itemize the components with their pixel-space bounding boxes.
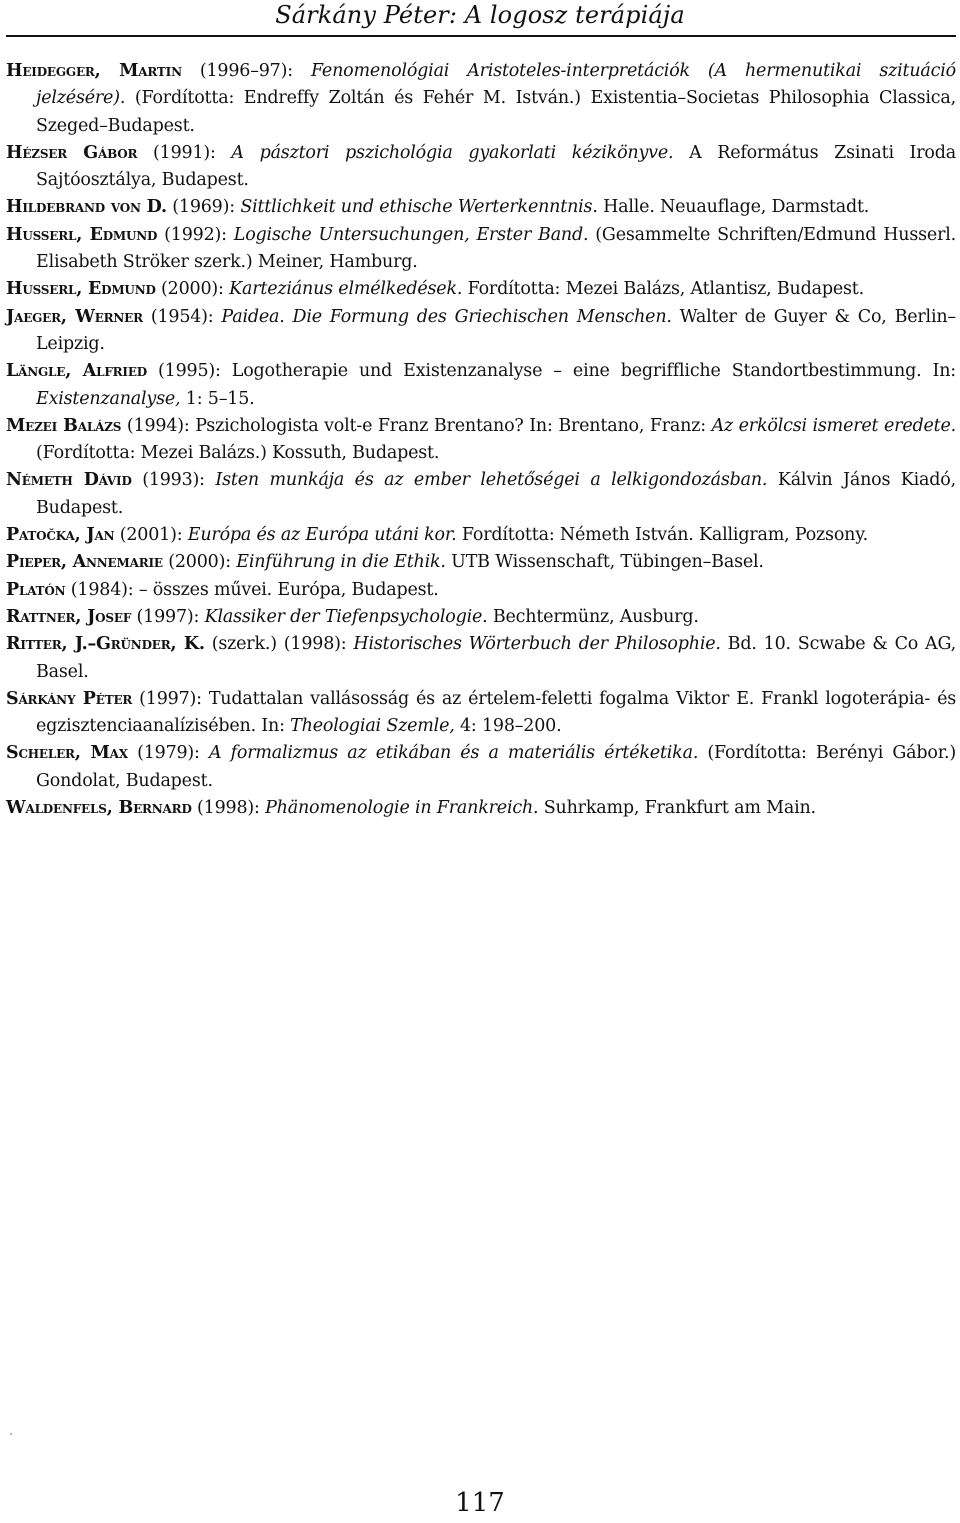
entry-title: Isten munkája és az ember lehetőségei a lelkigondozásban. — [215, 470, 768, 491]
entry-year: (1979): — [127, 743, 209, 764]
entry-publication: Logotherapie und Existenzanalyse – eine begriffliche Standortbestimmung. In: — [231, 361, 956, 382]
bibliography-entry-husserl-1992 — [6, 222, 956, 277]
entry-publication: . Suhrkamp, Frankfurt am Main. — [533, 798, 816, 819]
entry-year: (1994): — [121, 415, 196, 436]
entry-year: (2001): — [114, 525, 188, 546]
page-number: 117 — [455, 1488, 505, 1518]
entry-publication: UTB Wissenschaft, Tübingen–Basel. — [445, 552, 764, 573]
entry-year: (1995): — [146, 361, 232, 382]
scan-speck — [10, 1433, 12, 1435]
entry-title: Phänomenologie in Frankreich — [265, 798, 534, 819]
entry-issue: (Fordította: Mezei Balázs.) Kossuth, Budapest. — [36, 443, 440, 464]
bibliography-entry-heidegger — [6, 58, 956, 140]
entry-title: Logische Untersuchungen, Erster Band. — [233, 224, 589, 245]
entry-publication: (Gesammelte Schriften/Edmund Husserl. Elisabeth Ströker szerk.) Meiner, Hamburg. — [36, 224, 956, 273]
entry-year: (1997): — [132, 688, 209, 709]
bibliography-entry-jaeger — [6, 304, 956, 359]
entry-publication: (Fordította: Endreffy Zoltán és Fehér M. István.) Existentia–Societas Philosophia Classica, Szeged–Budapest. — [36, 88, 956, 136]
entry-author: Mezei Balázs — [6, 415, 122, 436]
entry-title: Klassiker der Tiefenpsychologie — [204, 606, 483, 627]
bibliography-entry-nemeth — [6, 467, 956, 522]
entry-publication: – összes művei. Európa, Budapest. — [138, 579, 439, 600]
entry-author: Heidegger, Martin — [6, 61, 182, 81]
entry-year: (1993): — [131, 470, 216, 491]
entry-year: (1992): — [157, 224, 234, 245]
bibliography-entry-langle — [6, 358, 956, 413]
entry-title: Historisches Wörterbuch der Philosophie. — [353, 634, 721, 655]
entry-author: Husserl, Edmund — [6, 279, 156, 300]
entry-author: Platón — [6, 579, 66, 600]
bibliography-entry-ritter-grunder — [6, 631, 956, 686]
entry-publication: (Fordította: Berényi Gábor.) Gondolat, Budapest. — [36, 743, 956, 791]
header-rule — [6, 35, 956, 37]
entry-journal: Existenzanalyse, — [36, 388, 181, 409]
entry-year: (2000): — [162, 552, 237, 573]
entry-publication: Bd. 10. Scwabe & Co AG, Basel. — [36, 634, 957, 682]
bibliography-entry-husserl-2000 — [6, 276, 956, 303]
entry-year: (1998): — [191, 798, 266, 819]
bibliography-entry-sarkany — [6, 686, 956, 741]
entry-title: Európa és az Európa utáni kor. — [187, 525, 457, 546]
entry-publication: Tudattalan vallásosság és az értelem-feletti fogalma Viktor E. Frankl logoterápia- és egzisztenciaanalízisében. In: — [36, 688, 957, 737]
entry-author: Husserl, Edmund — [6, 224, 158, 245]
entry-author: Ritter, J.–Gründer, K. — [6, 634, 205, 655]
entry-publication: . Halle. Neuauflage, Darmstadt. — [592, 197, 870, 218]
entry-author: Németh Dávid — [6, 470, 132, 491]
entry-author: Pieper, Annemarie — [6, 552, 163, 573]
entry-title: Karteziánus elmélkedések. — [229, 279, 463, 300]
entry-author: Hildebrand von D. — [6, 197, 167, 218]
entry-publication: Fordította: Mezei Balázs, Atlantisz, Budapest. — [462, 279, 864, 300]
entry-year: (1997): — [131, 606, 205, 627]
bibliography-list — [6, 58, 956, 822]
entry-author: Längle, Alfried — [6, 361, 147, 382]
entry-title: A formalizmus az etikában és a materiális értéketika. — [208, 743, 699, 764]
entry-publication: Walter de Guyer & Co, Berlin–Leipzig. — [36, 306, 956, 354]
entry-year: (2000): — [155, 279, 230, 300]
bibliography-entry-platon — [6, 577, 956, 604]
bibliography-entry-scheler — [6, 740, 956, 795]
entry-year: (1991): — [137, 142, 232, 163]
entry-author: Patočka, Jan — [6, 525, 115, 546]
entry-year: (1984): — [65, 579, 139, 600]
entry-publication: Fordította: Németh István. Kalligram, Pozsony. — [456, 525, 868, 546]
bibliography-entry-patocka — [6, 522, 956, 549]
entry-publication: A Református Zsinati Iroda Sajtóosztálya, Budapest. — [36, 142, 956, 191]
entry-year: (szerk.) (1998): — [204, 634, 354, 655]
bibliography-entry-mezei — [6, 413, 956, 468]
entry-publication: Pszichologista volt-e Franz Brentano? In: Brentano, Franz: — [195, 415, 712, 436]
entry-year: (1969): — [166, 197, 241, 218]
entry-journal: Theologiai Szemle, — [290, 716, 455, 737]
entry-issue: 1: 5–15. — [180, 388, 255, 409]
entry-author: Sárkány Péter — [6, 688, 133, 709]
bibliography-entry-rattner — [6, 604, 956, 631]
running-header — [0, 0, 960, 38]
bibliography-entry-hezser — [6, 140, 956, 195]
entry-publication: . Bechtermünz, Ausburg. — [482, 606, 699, 627]
entry-author: Hézser Gábor — [6, 142, 138, 163]
entry-author: Rattner, Josef — [6, 606, 132, 627]
entry-publication: Kálvin János Kiadó, Budapest. — [36, 470, 956, 518]
bibliography-entry-pieper — [6, 549, 956, 576]
entry-title: Paidea. Die Formung des Griechischen Menschen. — [221, 306, 672, 327]
entry-title: Fenomenológiai Aristoteles-interpretációk (A hermenutikai szituáció jelzésére). — [36, 61, 956, 109]
entry-author: Scheler, Max — [6, 743, 128, 764]
entry-book-title: Az erkölcsi ismeret eredete. — [711, 415, 956, 436]
running-title: Sárkány Péter: A logosz terápiája — [275, 1, 685, 29]
entry-title: A pásztori pszichológia gyakorlati kézikönyve. — [231, 142, 674, 163]
entry-title: Sittlichkeit und ethische Werterkenntnis — [240, 197, 593, 218]
bibliography-entry-waldenfels — [6, 795, 956, 822]
entry-year: (1954): — [142, 306, 222, 327]
entry-author: Jaeger, Werner — [6, 306, 143, 327]
entry-issue: 4: 198–200. — [454, 716, 562, 737]
entry-year: (1996–97): — [181, 61, 311, 81]
entry-author: Waldenfels, Bernard — [6, 798, 192, 819]
entry-title: Einführung in die Ethik. — [236, 552, 446, 573]
bibliography-entry-hildebrand — [6, 194, 956, 221]
